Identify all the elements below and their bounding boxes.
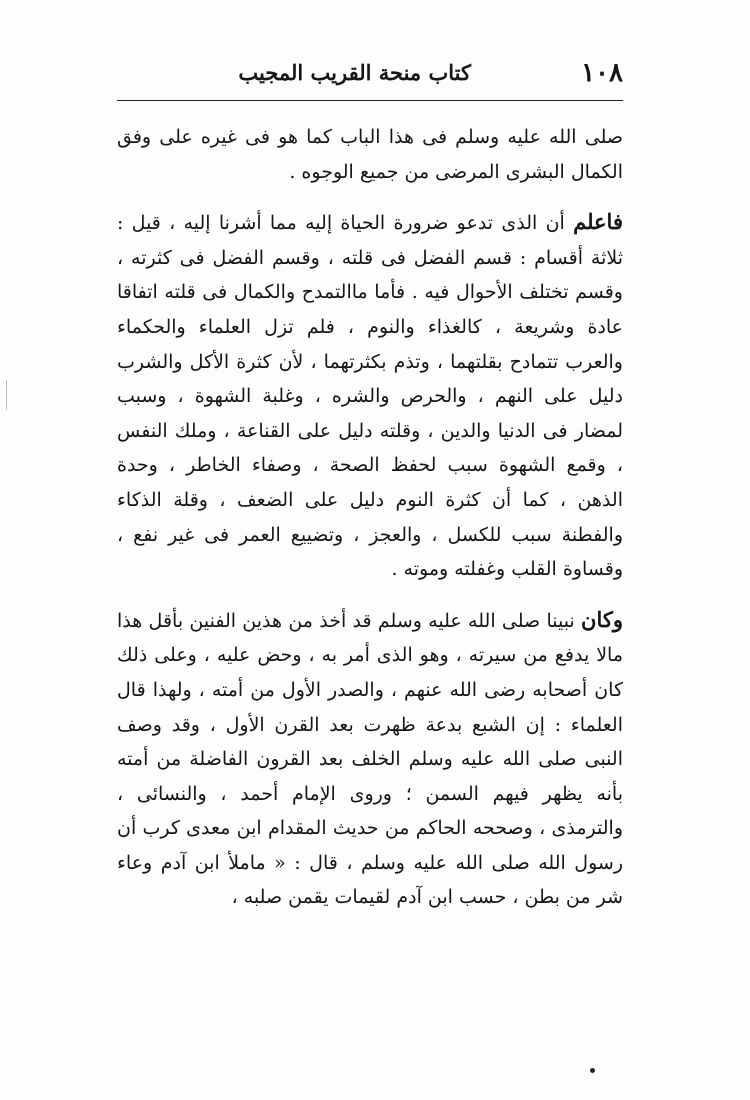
paragraph-3 bbox=[117, 603, 623, 915]
header-rule bbox=[117, 100, 623, 101]
paragraph-3-text: نبينا صلى الله عليه وسلم قد أخذ من هذين الفنين بأقل هذا مالا يدفع من سيرته ، وهو الذى أمر به ، وحض عليه ، وعلى ذلك كان أصحابه رضى الله عنهم ، والصدر الأول من أمته ، ولهذا قال العلماء : إن الشبع بدعة ظهرت بعد القرن الأول ، وقد وصف النبى صلى الله عليه وسلم الخلف بعد القرون الفاضلة من أمته بأنه يظهر فيهم السمن ؛ وروى الإمام أحمد ، والنسائى ، والترمذى ، وصححه الحاكم من حديث المقدام ابن معدى كرب أن رسول الله صلى الله عليه وسلم ، قال : « ماملأ ابن آدم وعاء شر من بطن ، حسب ابن آدم لقيمات يقمن صلبه ، bbox=[117, 609, 623, 909]
page-number: ١٠٨ bbox=[581, 58, 623, 88]
book-title: كتاب منحة القريب المجيب bbox=[238, 60, 471, 85]
paragraph-gap bbox=[117, 189, 623, 205]
paragraph-gap bbox=[117, 587, 623, 603]
paragraph-2 bbox=[117, 205, 623, 587]
paragraph-2-lead: فاعلم bbox=[573, 209, 623, 235]
paragraph-1 bbox=[117, 120, 623, 189]
paragraph-1-text: صلى الله عليه وسلم فى هذا الباب كما هو فى غيره على وفق الكمال البشرى المرضى من جميع الوجوه . bbox=[117, 126, 623, 183]
page-header bbox=[117, 58, 623, 96]
body-text bbox=[117, 120, 623, 915]
paragraph-3-lead: وكان bbox=[581, 606, 623, 632]
footer-dot bbox=[590, 1068, 595, 1073]
margin-mark bbox=[6, 380, 7, 410]
paragraph-2-text: أن الذى تدعو ضرورة الحياة إليه مما أشرنا إليه ، قيل : ثلاثة أقسام : قسم الفضل فى قلته ، وقسم الفضل فى كثرته ، وقسم تختلف الأحوال فيه . فأما ماالتمدح والكمال فى قلته اتفاقا عادة وشريعة ، كالغذاء والنوم ، فلم تزل العلماء والحكماء والعرب تتمادح بقلتهما ، وتذم بكثرتهما ، لأن كثرة الأكل والشرب دليل على النهم ، والحرص والشره ، وغلبة الشهوة ، وسبب لمضار فى الدنيا والدين ، وقلته دليل على القناعة ، وملك النفس ، وقمع الشهوة سبب لحفظ الصحة ، وصفاء الخاطر ، وحدة الذهن ، كما أن كثرة النوم دليل على الضعف ، وقلة الذكاء والفطنة سبب للكسل ، والعجز ، وتضييع العمر فى غير نفع ، وقساوة القلب وغفلته وموته . bbox=[117, 212, 623, 581]
